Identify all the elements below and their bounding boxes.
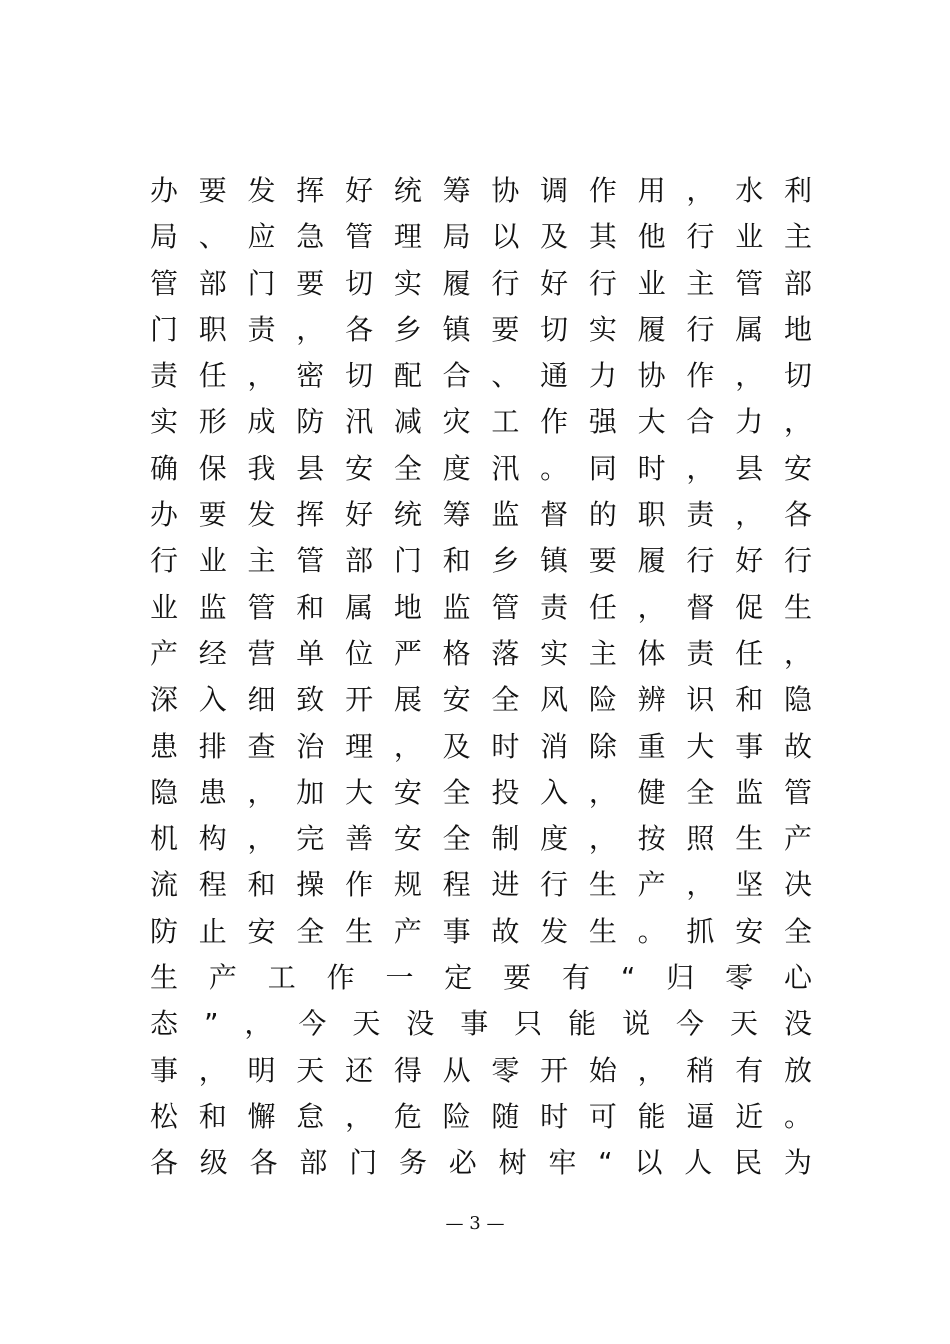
text-line: 管 部 门 要 切 实 履 行 好 行 业 主 管 部 [150,266,812,300]
text-line: 产 经 营 单 位 严 格 落 实 主 体 责 任 ， [150,636,812,670]
text-line: 确 保 我 县 安 全 度 汛 。 同 时 ， 县 安 [150,451,812,485]
text-line: 责 任 ， 密 切 配 合 、 通 力 协 作 ， 切 [150,359,812,393]
text-line: 隐 患 ， 加 大 安 全 投 入 ， 健 全 监 管 [150,775,812,809]
text-line: 事 ， 明 天 还 得 从 零 开 始 ， 稍 有 放 [150,1053,812,1087]
text-line: 机 构 ， 完 善 安 全 制 度 ， 按 照 生 产 [150,822,812,856]
text-line: 态 ” ， 今 天 没 事 只 能 说 今 天 没 [150,1007,812,1041]
text-line: 办 要 发 挥 好 统 筹 监 督 的 职 责 ， 各 [150,498,812,532]
text-line: 流 程 和 操 作 规 程 进 行 生 产 ， 坚 决 [150,868,812,902]
page-number: — 3 — [445,1213,505,1234]
body-text [150,168,812,1187]
text-line: 业 监 管 和 属 地 监 管 责 任 ， 督 促 生 [150,590,812,624]
text-line: 患 排 查 治 理 ， 及 时 消 除 重 大 事 故 [150,729,812,763]
text-line: 行 业 主 管 部 门 和 乡 镇 要 履 行 好 行 [150,544,812,578]
text-line: 局 、 应 急 管 理 局 以 及 其 他 行 业 主 [150,220,812,254]
text-line: 办 要 发 挥 好 统 筹 协 调 作 用 ， 水 利 [150,174,812,207]
text-line: 各 级 各 部 门 务 必 树 牢 “ 以 人 民 为 [150,1146,812,1180]
text-line: 实 形 成 防 汛 减 灾 工 作 强 大 合 力 ， [150,405,812,439]
text-line: 生 产 工 作 一 定 要 有 “ 归 零 心 [150,961,812,995]
text-line: 深 入 细 致 开 展 安 全 风 险 辨 识 和 隐 [150,683,812,717]
text-line: 门 职 责 ， 各 乡 镇 要 切 实 履 行 属 地 [150,312,812,346]
text-line: 防 止 安 全 生 产 事 故 发 生 。 抓 安 全 [150,914,812,948]
text-line: 松 和 懈 怠 ， 危 险 随 时 可 能 逼 近 。 [150,1099,812,1133]
